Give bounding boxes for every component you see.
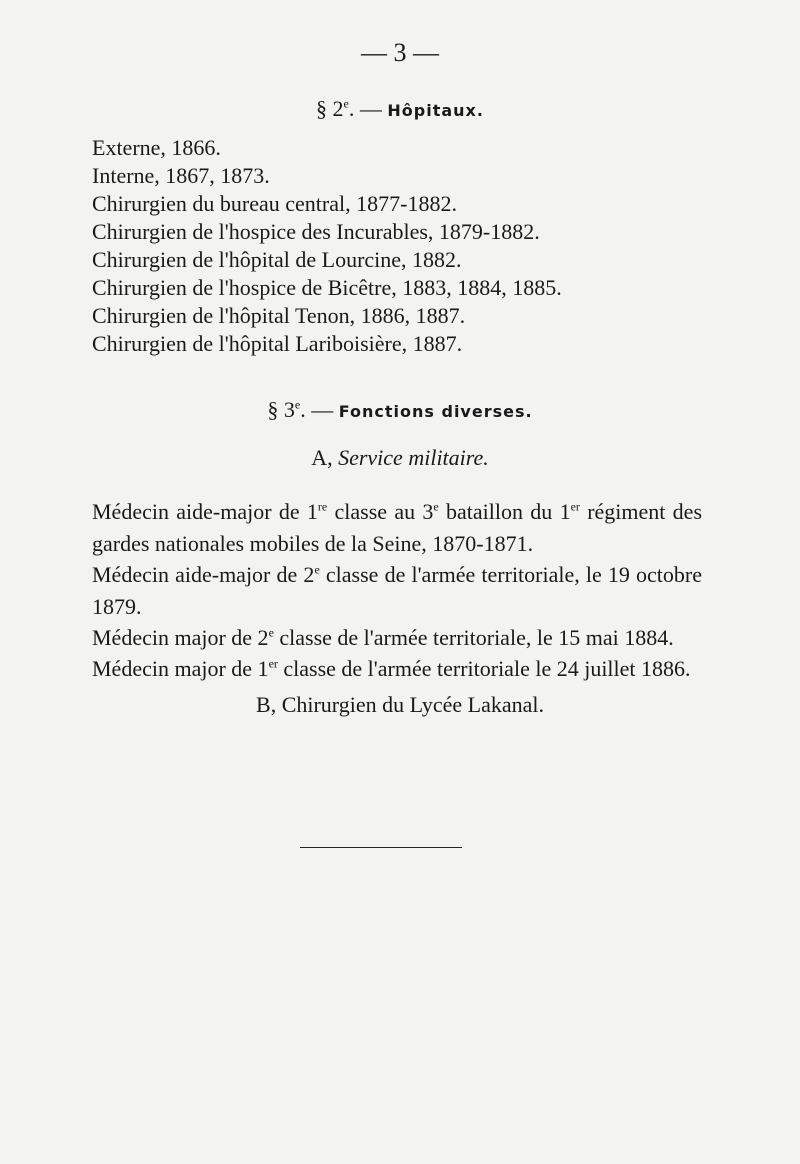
list-item: Externe, 1866.: [92, 135, 221, 160]
section-heading-functions: [0, 397, 800, 423]
section-mark: § 2: [316, 96, 344, 121]
section-title: Hôpitaux.: [387, 101, 484, 120]
subsection-heading-military: [0, 445, 800, 471]
section-mark-sup: e: [343, 96, 349, 111]
section-mark: § 3: [267, 397, 295, 422]
list-item: Chirurgien de l'hôpital Lariboisière, 1887.: [92, 331, 463, 356]
section-mark-sup: e: [294, 397, 301, 412]
list-item: Chirurgien de l'hôpital Tenon, 1886, 1887.: [92, 303, 466, 328]
closing-rule: [300, 847, 462, 848]
list-item: Interne, 1867, 1873.: [92, 163, 270, 188]
subsection-heading-lycee: B, Chirurgien du Lycée Lakanal.: [256, 692, 544, 717]
section-dash: . —: [348, 96, 382, 121]
section-dash: . —: [300, 397, 334, 422]
paragraph-military-1: Médecin aide-major de 1re classe au 3e bataillon du 1er régiment des gardes nationales mobiles de la Seine, 1870-1871.: [92, 499, 703, 556]
list-item: Chirurgien de l'hôpital de Lourcine, 1882.: [92, 247, 462, 272]
list-item: Chirurgien de l'hospice des Incurables, 1879-1882.: [92, 219, 540, 244]
paragraph-military-4: Médecin major de 1er classe de l'armée territoriale le 24 juillet 1886.: [92, 656, 691, 681]
page-number: — 3 —: [361, 38, 439, 67]
section-title: Fonctions diverses.: [338, 402, 533, 421]
paragraph-military-2: Médecin aide-major de 2e classe de l'armée territoriale, le 19 octobre 1879.: [92, 562, 703, 619]
list-item: Chirurgien du bureau central, 1877-1882.: [92, 191, 457, 216]
section-heading-hospitals: [0, 96, 800, 122]
subsection-title: Service militaire.: [338, 445, 489, 470]
paragraph-military-3-text: Médecin major de 2e classe de l'armée territoriale, le 15 mai 1884.: [92, 625, 674, 650]
subsection-prefix: A,: [311, 445, 333, 470]
list-item: Chirurgien de l'hospice de Bicêtre, 1883, 1884, 1885.: [92, 275, 562, 300]
